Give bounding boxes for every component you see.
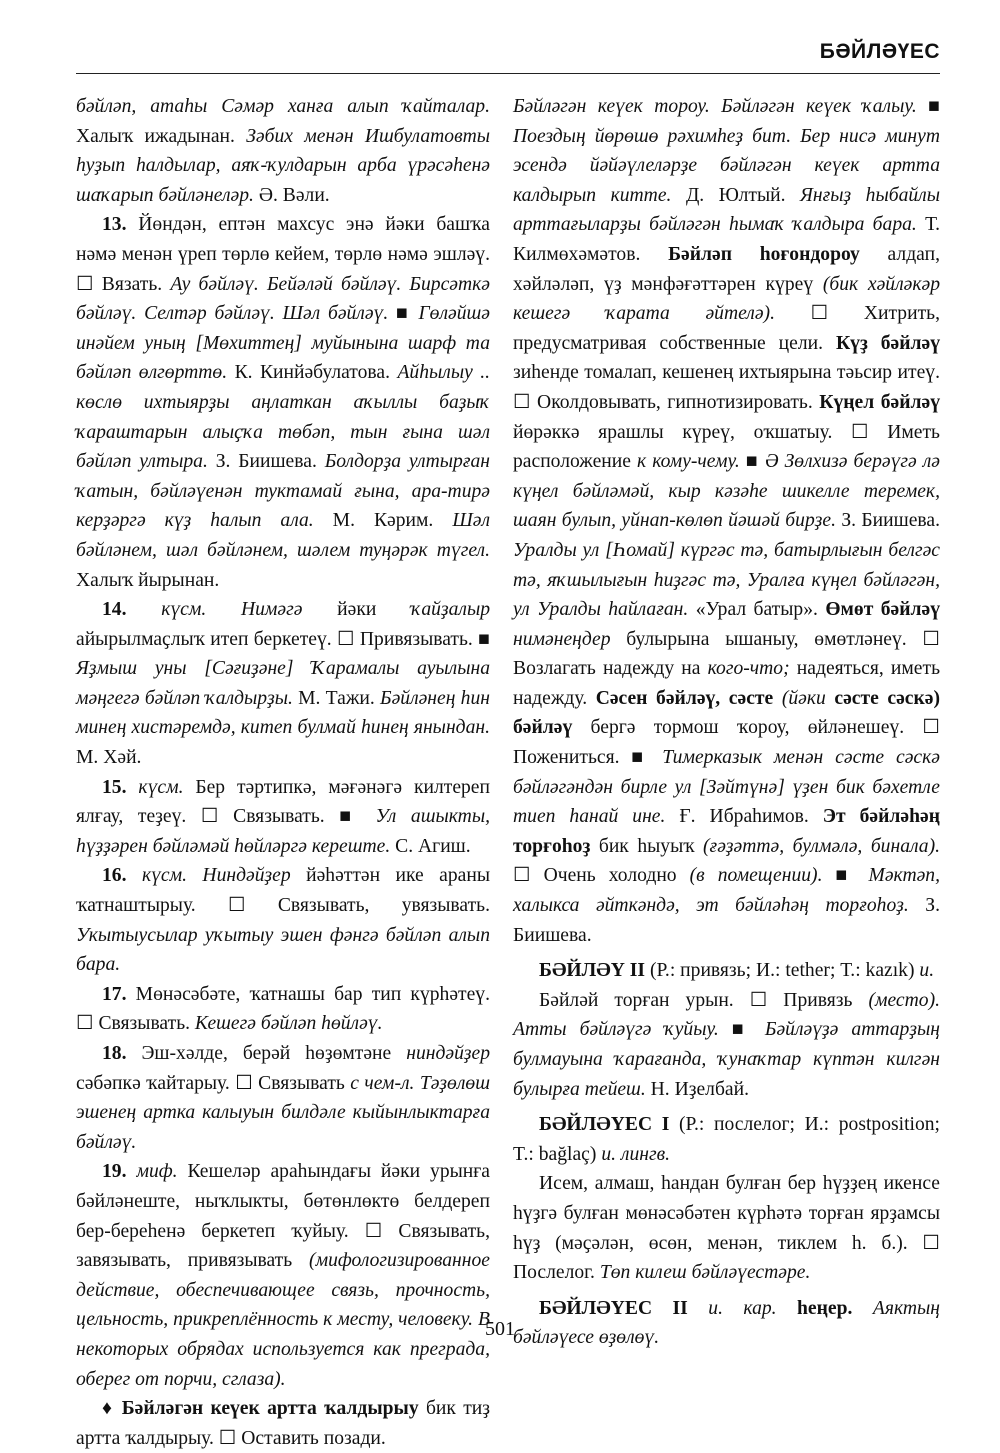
running-head: БӘЙЛӘҮЕС bbox=[819, 40, 940, 63]
entry-continuation: бәйләп, атаһы Сәмәр ханға алып ҡайталар. Халыҡ ижадынан. Зәбих менән Ишбулатовты һуҙып һалдылар, аяҡ-ҡулдарын арба үрәсәһенә шаҡарып бәйләнеләр. Ә. Вәли. bbox=[76, 96, 490, 206]
idiom-continuation: Бәйләгән кеүек тороу. Бәйләгән кеүек ҡалыу. ■ Поездың йөрөшө рәхимһеҙ бит. Бер нисә минут эсендә йәйәүлеләрҙе бәйләгән кеүек артта калдырып китте. Д. Юлтый. Янғыҙ һыбайлы арттағыларҙы бәйләгән һымаҡ ҡалдыра бара. Т. Килмөхәмәтов. Бәйләп һоғондороу алдап, хәйләләп, үҙ мәнфәғәттәрен күреү (бик хәйләкәр кешегә ҡарата әйтелә). ☐ Хитрить, предусматривая собственные цели. Күҙ бәйләү зиһенде томалап, кешенең ихтыярына тәьсир итеү. ☐ Околдовывать, гипнотизировать. Күңел бәйләү йөрәккә ярашлы күреү, оҡшатыу. ☐ Иметь расположение к кому-чему. ■ Ә Зөлхизә берәүгә лә күңел бәйләмәй, кыр кәзәһе шикелле теремек, шаян булып, уйнап-көлөп йәшәй бирҙе. З. Биишева. Уралды ул [Һомай] күргәс тә, батырлығын белгәс тә, яҡшылығын һиҙгәс тә, Уралға күңел бәйләгән, ул Уралды һайлаған. «Урал батыр». Өмөт бәйләү нимәнеңдер булырына ышаныу, өмөтләнеү. ☐ Возлагать надежду на кого-что; надеяться, иметь надежду. Сәсен бәйләү, сәсте (йәки сәсте сәскә) бәйләү бергә тормош ҡороу, өйләнешеү. ☐ Пожениться. ■ Тимерказык менән сәсте сәскә бәйләгәндән бирле ул [Зәйтүнә] үҙен бик бәхетле тиеп һанай ине. Ғ. Ибраһимов. Эт бәйләһәң торғоһоҙ бик һыуыҡ (ғәҙәттә, булмәлә, бинала). ☐ Очень холодно (в помещении). ■ Мәктәп, халыкса әйткәндә, эт бәйләһәң торғоһоҙ. З. Биишева. bbox=[513, 96, 941, 946]
right-column bbox=[513, 92, 940, 1353]
sense-13: 13. Йөндән, ептән махсус энә йәки башҡа нәмә менән үреп төрлө кейем, төрлө нәмә эшләү. ☐ Вязать. Ау бәйләү. Бейәләй бәйләү. Бирсәткә бәйләү. Селтәр бәйләү. Шәл бәйләү. ■ Гөләйшә инәйем уның [Мөхиттең] муйынына шарф та бәйләп өлгөрттө. К. Кинйәбулатова. Айһылыу .. көслө ихтыярҙы аңлаткан аҡыллы баҙыҡ ҡараштарын алыҫҡа төбәп, тын ғына шәл бәйләп ултыра. З. Биишева. Болдорҙа ултырған ҡатын, бәйләүенән туктамай ғына, ара-тирә керҙәргә күҙ һалып ала. М. Кәрим. Шәл бәйләнем, шәл бәйләнем, шәлем туңәрәк түгел. Халыҡ йырынан. bbox=[76, 214, 491, 591]
definition-bayleues-1: Исем, алмаш, һандан булған бер һүҙҙең икенсе һүҙгә булған мөнәсәбәтен күрһәтә торған ярҙамсы һүҙ (мәҫәлән, өсөн, менән, тиклем һ. б.). ☐ Послелог. Төп килеш бәйләүестәре. bbox=[513, 1173, 940, 1284]
sense-16: 16. күсм. Ниндәйҙер йәһәттән ике араны ҡатнаштырыу. ☐ Связывать, увязывать. Укытыусылар уҡытыу эшен фәнгә бәйләп алып бара. bbox=[76, 865, 491, 976]
headword-bayleues-1: БӘЙЛӘҮЕС I (Р.: послелог; И.: postposition; T.: bağlaç) и. лингв. bbox=[513, 1114, 941, 1165]
sense-19: 19. миф. Кешеләр араһындағы йәки урынға бәйләнеште, ныҡлыкты, бөтөнлөктө белдереп бер-береһенә беркетеп ҡуйыу. ☐ Связывать, завязывать, привязывать (мифологизированное действие, обеспечивающее связь, прочность, цельность, прикреплённость к месту, человеку. В некоторых обрядах используется как преграда, оберег от порчи, сглаза). bbox=[76, 1161, 490, 1390]
headword-bayleues-2: БӘЙЛӘҮЕС II и. кар. һеңер. Аяктың бәйләүесе өҙөлөү. bbox=[513, 1297, 940, 1349]
header-rule bbox=[76, 73, 940, 74]
sense-14: 14. күсм. Нимәгә йәки ҡайҙалыр айырылмаҫлыҡ итеп беркетеү. ☐ Привязывать. ■ Яҙмыш уны [Сәғиҙәне] Ҡарамалы ауылына мәңгегә бәйләп ҡалдырҙы. М. Тажи. Бәйләнең һин минең хистәремдә, китеп булмай һинең янындан. М. Хәй. bbox=[76, 599, 491, 769]
idiom-block: ♦ Бәйләгән кеүек артта ҡалдырыу бик тиҙ артта ҡалдырыу. ☐ Оставить позади. bbox=[76, 1398, 490, 1449]
sense-15: 15. күсм. Бер тәртипкә, мәғәнәгә килтереп ялғау, теҙеү. ☐ Связывать. ■ Ул ашыкты, һүҙҙәрен бәйләмәй һөйләргә кереште. С. Агиш. bbox=[76, 776, 491, 857]
page-number: 501 bbox=[485, 1318, 515, 1340]
headword-baylau-2: БӘЙЛӘҮ II (Р.: привязь; И.: tether; Т.: kazık) и. bbox=[539, 960, 935, 982]
definition-baylau-2: Бәйләй торған урын. ☐ Привязь (место). Атты бәйләүгә ҡуйыу. ■ Бәйләүҙә аттарҙың булмауына ҡарағанда, ҡунаҡтар күптән килгән булырға тейеш. Н. Иҙелбай. bbox=[513, 989, 940, 1100]
sense-17: 17. Мөнәсәбәте, ҡатнашы бар тип күрһәтеү. ☐ Связывать. Кешегә бәйләп һөйләү. bbox=[76, 983, 490, 1035]
left-column bbox=[76, 92, 490, 1453]
sense-18: 18. Эш-хәлде, берәй һөҙөмтәне ниндәйҙер сәбәпкә ҡайтарыу. ☐ Связывать с чем-л. Тәҙөлөш эшенең артка калыуын билдәле кыйынлыктарға бәйләү. bbox=[76, 1043, 490, 1153]
